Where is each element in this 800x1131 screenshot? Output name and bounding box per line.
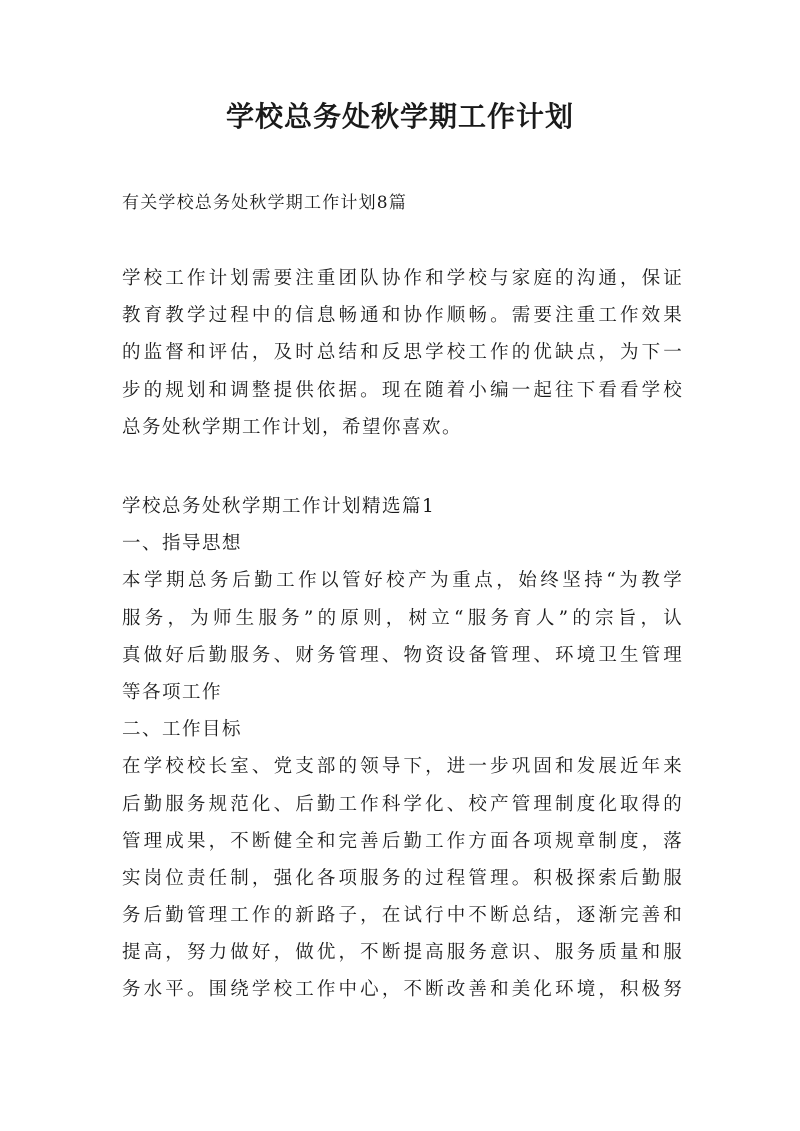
paragraph-line: 在学校校长室、党支部的领导下，进一步巩固和发展近年来: [122, 756, 682, 778]
heading-guiding-thought: 一、指导思想: [122, 533, 243, 555]
intro-line: 教育教学过程中的信息畅通和协作顺畅。需要注重工作效果: [122, 305, 682, 327]
intro-line: 学校工作计划需要注重团队协作和学校与家庭的沟通，保证: [122, 268, 682, 289]
paragraph-line: 服务，为师生服务”的原则，树立“服务育人”的宗旨，认: [122, 607, 682, 629]
document-subtitle: 有关学校总务处秋学期工作计划8篇: [122, 193, 408, 213]
paragraph-line: 提高，努力做好，做优，不断提高服务意识、服务质量和服: [122, 942, 682, 964]
intro-line: 总务处秋学期工作计划，希望你喜欢。: [122, 416, 463, 438]
section-1: [122, 488, 682, 1009]
heading-work-goals: 二、工作目标: [122, 719, 243, 741]
document-title: 学校总务处秋学期工作计划: [225, 100, 574, 133]
intro-line: 的监督和评估，及时总结和反思学校工作的优缺点，为下一: [122, 342, 682, 364]
paragraph-line: 等各项工作: [122, 681, 223, 703]
paragraph-line: 真做好后勤服务、财务管理、物资设备管理、环境卫生管理: [122, 644, 682, 666]
paragraph-line: 务水平。围绕学校工作中心，不断改善和美化环境，积极努: [122, 979, 682, 1001]
paragraph-line: 管理成果，不断健全和完善后勤工作方面各项规章制度，落: [122, 830, 682, 852]
section-title: 学校总务处秋学期工作计划精选篇1: [122, 496, 436, 517]
intro-paragraph: [122, 260, 682, 446]
paragraph-line: 务后勤管理工作的新路子，在试行中不断总结，逐渐完善和: [122, 905, 682, 927]
paragraph-line: 实岗位责任制，强化各项服务的过程管理。积极探索后勤服: [122, 867, 682, 889]
paragraph-line: 本学期总务后勤工作以管好校产为重点，始终坚持“为教学: [122, 570, 682, 592]
intro-line: 步的规划和调整提供依据。现在随着小编一起往下看看学校: [122, 379, 682, 401]
paragraph-line: 后勤服务规范化、后勤工作科学化、校产管理制度化取得的: [122, 793, 682, 815]
